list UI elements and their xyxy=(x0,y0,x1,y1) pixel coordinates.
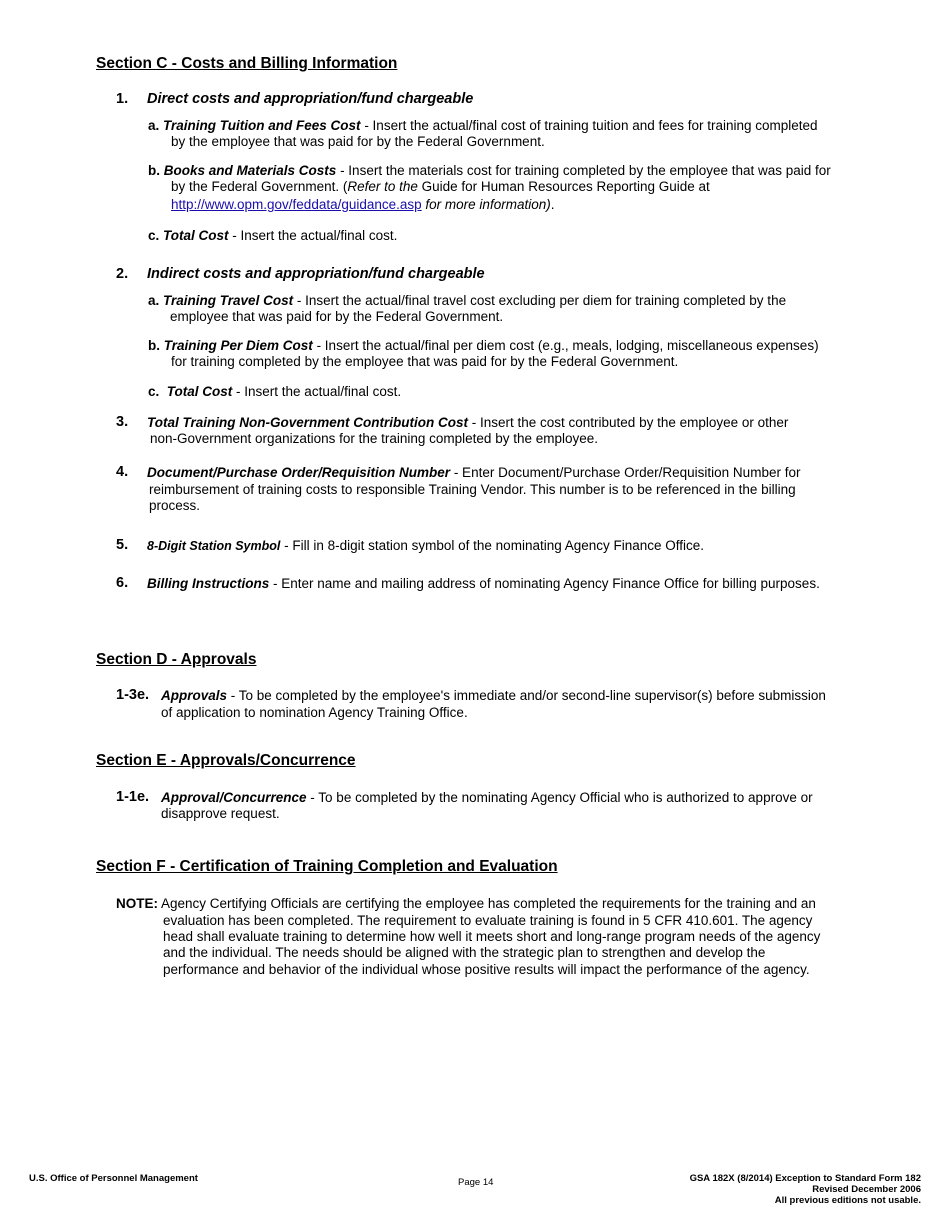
item-3 xyxy=(147,415,788,431)
footer-form-id xyxy=(690,1173,921,1206)
section-d-item xyxy=(161,688,826,704)
section-e-item xyxy=(161,790,813,806)
item-4-term: Document/Purchase Order/Requisition Number xyxy=(147,465,451,480)
item-1a-term: Training Tuition and Fees Cost xyxy=(163,118,361,133)
item-5 xyxy=(147,538,704,554)
section-c-title: Section C - Costs and Billing Information xyxy=(96,55,398,72)
footer-agency: U.S. Office of Personnel Management xyxy=(29,1173,198,1184)
item-2c-text: - Insert the actual/final cost. xyxy=(232,384,402,399)
item-2b-label: b. xyxy=(148,338,160,353)
item-1a xyxy=(148,118,818,134)
item-2-number: 2. xyxy=(116,266,129,282)
item-2b-text: - Insert the actual/final per diem cost (e.g., meals, lodging, miscellaneous expenses) xyxy=(312,338,819,353)
section-e-number: 1-1e. xyxy=(116,789,150,805)
item-1b-cont xyxy=(171,179,710,195)
section-d-term: Approvals xyxy=(161,688,228,703)
section-e-term: Approval/Concurrence xyxy=(161,790,307,805)
item-4 xyxy=(147,465,800,481)
item-1b-more-info: for more information) xyxy=(421,197,551,212)
item-1c-term: Total Cost xyxy=(163,228,229,243)
item-1b xyxy=(148,163,831,179)
item-1c-text: - Insert the actual/final cost. xyxy=(228,228,398,243)
item-2c-term: Total Cost xyxy=(166,384,233,399)
item-2b-cont: for training completed by the employee that was paid for by the Federal Government. xyxy=(171,354,679,369)
item-4-cont: reimbursement of training costs to responsible Training Vendor. This number is to be referenced in the billing xyxy=(149,482,796,497)
item-6-number: 6. xyxy=(116,575,129,591)
item-1b-period: . xyxy=(550,197,555,212)
item-5-term: 8-Digit Station Symbol xyxy=(147,539,281,553)
section-f-note xyxy=(116,896,816,912)
item-2c xyxy=(148,384,401,400)
note-line-4: and the individual. The needs should be aligned with the strategic plan to strengthen and develop the xyxy=(163,945,766,960)
item-2b-term: Training Per Diem Cost xyxy=(163,338,313,353)
item-3-term: Total Training Non-Government Contribution Cost xyxy=(147,415,468,430)
item-6-text: - Enter name and mailing address of nominating Agency Finance Office for billing purposes. xyxy=(269,576,820,591)
item-2a-cont: employee that was paid for by the Federal Government. xyxy=(170,309,504,324)
item-1b-text: - Insert the materials cost for training completed by the employee that was paid for xyxy=(336,163,831,178)
note-line-5: performance and behavior of the individual whose positive results will impact the performance of the agency. xyxy=(163,962,810,977)
section-e-cont: disapprove request. xyxy=(161,806,280,821)
note-line-1: Agency Certifying Officials are certifying the employee has completed the requirements for the training and an xyxy=(158,896,816,911)
footer-revised: Revised December 2006 xyxy=(812,1184,921,1195)
footer-form-number: GSA 182X (8/2014) Exception to Standard Form 182 xyxy=(689,1173,921,1184)
item-1a-cont: by the employee that was paid for by the Federal Government. xyxy=(171,134,545,149)
section-d-number: 1-3e. xyxy=(116,687,150,703)
item-3-text: - Insert the cost contributed by the employee or other xyxy=(467,415,789,430)
footer-editions: All previous editions not usable. xyxy=(774,1195,921,1206)
item-6 xyxy=(147,576,820,592)
guidance-link[interactable]: http://www.opm.gov/feddata/guidance.asp xyxy=(171,197,422,212)
item-2b xyxy=(148,338,819,354)
item-1b-term: Books and Materials Costs xyxy=(163,163,337,178)
item-1b-link-line xyxy=(171,197,554,213)
section-d-cont: of application to nomination Agency Training Office. xyxy=(161,705,468,720)
item-1a-text: - Insert the actual/final cost of training tuition and fees for training completed xyxy=(360,118,818,133)
item-2c-label: c. xyxy=(148,384,160,399)
page-number: Page 14 xyxy=(458,1177,494,1188)
section-d-title: Section D - Approvals xyxy=(96,651,257,668)
item-1b-label: b. xyxy=(148,163,160,178)
section-f-title: Section F - Certification of Training Completion and Evaluation xyxy=(96,858,558,875)
item-2a xyxy=(148,293,786,309)
item-4-text: - Enter Document/Purchase Order/Requisition Number for xyxy=(450,465,801,480)
item-1a-label: a. xyxy=(148,118,160,133)
item-1c-label: c. xyxy=(148,228,160,243)
item-6-term: Billing Instructions xyxy=(147,576,270,591)
section-e-text: - To be completed by the nominating Agency Official who is authorized to approve or xyxy=(306,790,813,805)
item-3-number: 3. xyxy=(116,414,129,430)
item-1c xyxy=(148,228,397,244)
item-3-cont: non-Government organizations for the training completed by the employee. xyxy=(150,431,599,446)
section-d-text: - To be completed by the employee's immediate and/or second-line supervisor(s) before submission xyxy=(227,688,826,703)
item-2a-term: Training Travel Cost xyxy=(163,293,294,308)
item-1-heading: Direct costs and appropriation/fund chargeable xyxy=(147,91,474,107)
item-4-cont2: process. xyxy=(149,498,201,513)
item-1b-cont-c: Guide for Human Resources Reporting Guide at xyxy=(417,179,710,194)
note-line-3: head shall evaluate training to determine how well it meets short and long-range program needs of the agency xyxy=(163,929,821,944)
item-2a-label: a. xyxy=(148,293,160,308)
item-1-number: 1. xyxy=(116,91,129,107)
note-label: NOTE: xyxy=(116,896,158,911)
item-5-number: 5. xyxy=(116,537,129,553)
item-1b-cont-italic: Refer to the xyxy=(347,179,418,194)
item-2-heading: Indirect costs and appropriation/fund chargeable xyxy=(147,266,485,282)
item-1b-cont-a: by the Federal Government. ( xyxy=(171,179,348,194)
note-line-2: evaluation has been completed. The requirement to evaluate training is found in 5 CFR 410.601. The agency xyxy=(163,913,813,928)
item-5-text: - Fill in 8-digit station symbol of the nominating Agency Finance Office. xyxy=(280,538,705,553)
item-2a-text: - Insert the actual/final travel cost excluding per diem for training completed by the xyxy=(293,293,787,308)
item-4-number: 4. xyxy=(116,464,129,480)
section-e-title: Section E - Approvals/Concurrence xyxy=(96,752,356,769)
